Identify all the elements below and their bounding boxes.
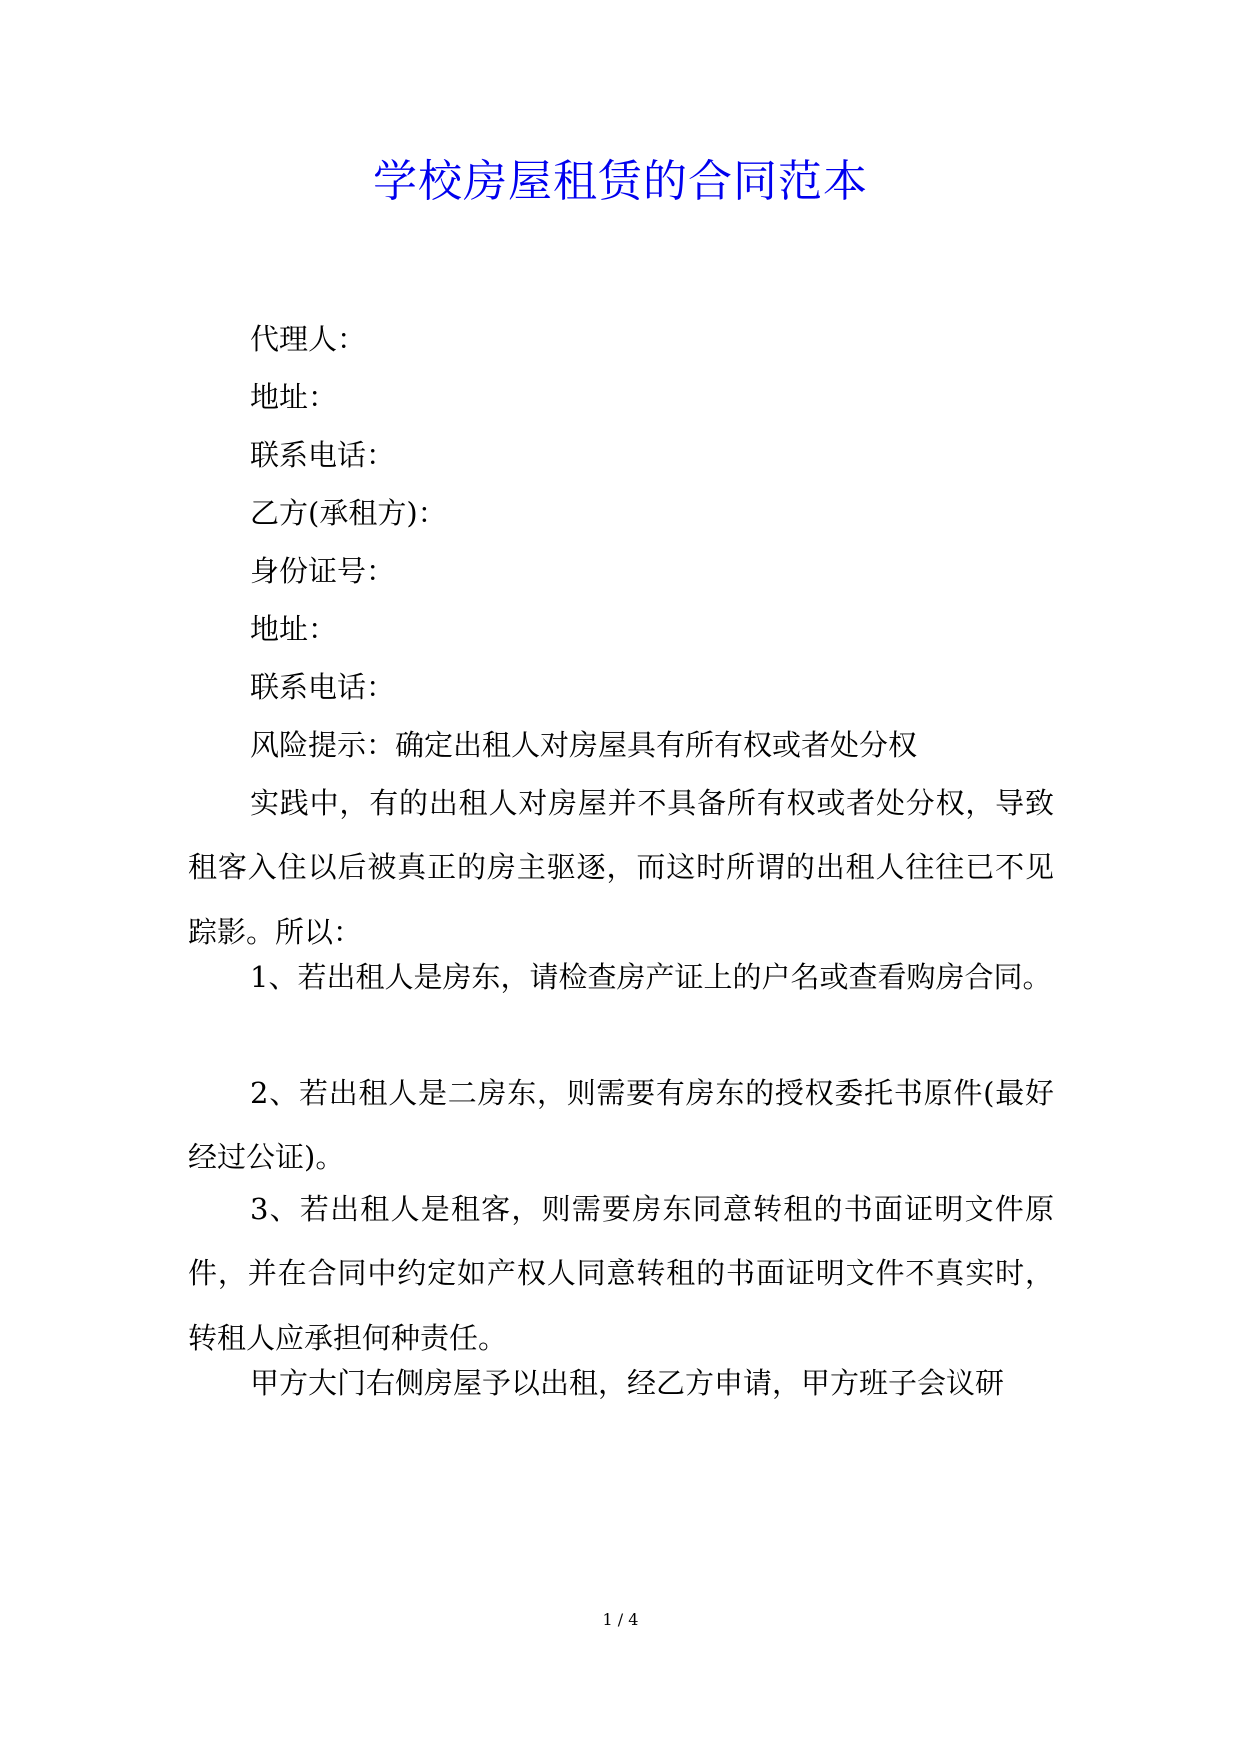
paragraph-practice: 实践中，有的出租人对房屋并不具备所有权或者处分权，导致租客入住以后被真正的房主驱逐，而这时所谓的出租人往往已不见踪影。所以： [188, 786, 1054, 949]
field-address-2: 地址： [250, 612, 338, 646]
field-id-number: 身份证号： [250, 554, 396, 588]
field-lessee: 乙方(承租方)： [250, 496, 447, 530]
paragraph-item-1: 1、若出租人是房东，请检查房产证上的户名或查看购房合同。 [250, 960, 1052, 994]
paragraph-lease-intro: 甲方大门右侧房屋予以出租，经乙方申请，甲方班子会议研 [250, 1366, 1005, 1400]
paragraph-item-3: 3、若出租人是租客，则需要房东同意转租的书面证明文件原件，并在合同中约定如产权人同意转租的书面证明文件不真实时，转租人应承担何种责任。 [188, 1192, 1054, 1355]
field-agent: 代理人： [250, 322, 367, 356]
field-phone-2: 联系电话： [250, 670, 396, 704]
paragraph-item-2: 2、若出租人是二房东，则需要有房东的授权委托书原件(最好经过公证)。 [188, 1076, 1054, 1175]
risk-warning: 风险提示：确定出租人对房屋具有所有权或者处分权 [250, 728, 918, 762]
document-title: 学校房屋租赁的合同范本 [373, 156, 868, 207]
field-address: 地址： [250, 380, 338, 414]
page-number: 1 / 4 [602, 1610, 639, 1629]
field-phone: 联系电话： [250, 438, 396, 472]
